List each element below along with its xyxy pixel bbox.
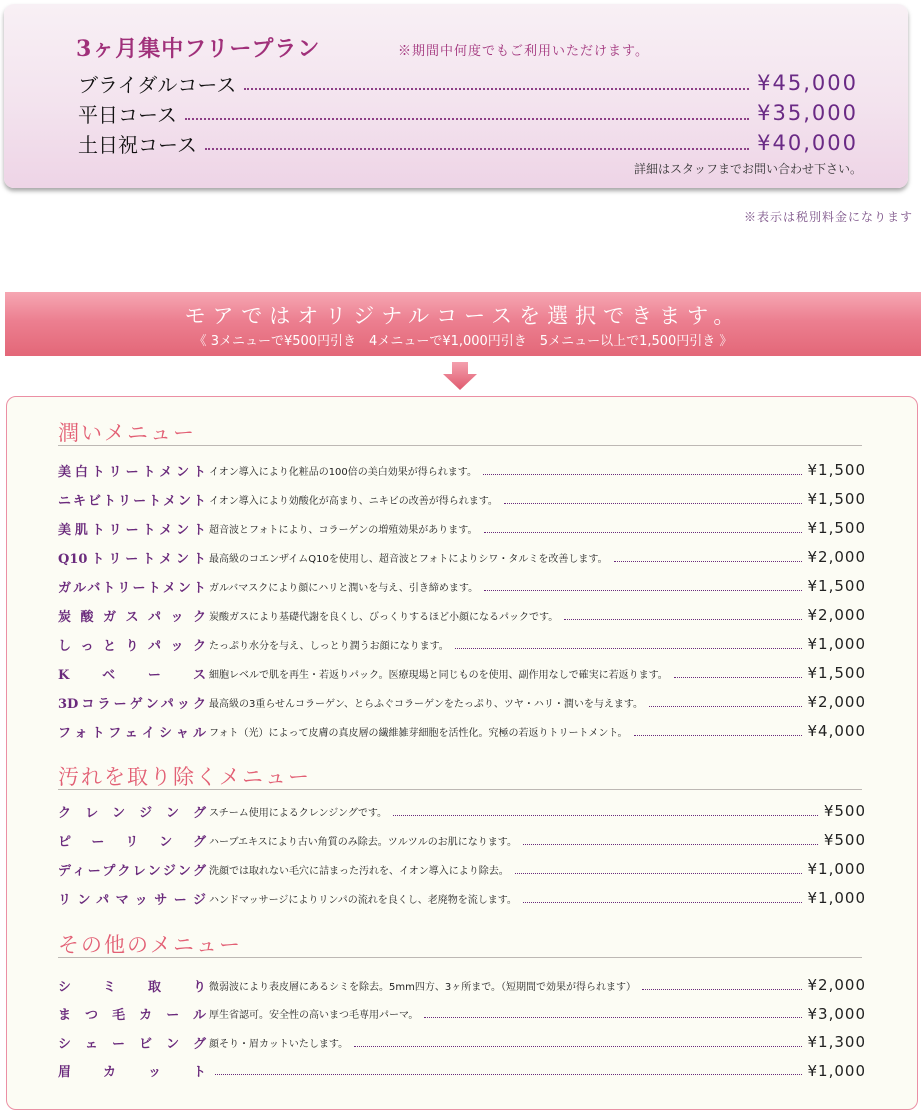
leader-dots xyxy=(424,1017,801,1018)
menu-item-price: ¥2,000 xyxy=(807,693,866,711)
leader-dots xyxy=(484,532,802,533)
section-divider xyxy=(58,789,862,790)
menu-item-description: イオン導入により効酸化が高まり、ニキビの改善が得られます。 xyxy=(209,495,498,507)
menu-item-price: ¥1,300 xyxy=(807,1033,866,1051)
menu-item-name: ガルバトリートメント xyxy=(58,580,206,596)
plan-course-row xyxy=(78,98,858,128)
menu-item-name: ピーリング xyxy=(58,834,206,850)
menu-item-price: ¥1,500 xyxy=(807,461,866,479)
plan-course-name: 土日祝コース xyxy=(78,132,197,157)
menu-item-name: 美白トリートメント xyxy=(58,464,206,480)
menu-item-price: ¥3,000 xyxy=(807,1004,866,1023)
menu-item-price: ¥1,000 xyxy=(807,860,866,878)
menu-item-price: ¥4,000 xyxy=(807,722,866,740)
menu-item-row xyxy=(58,575,866,597)
menu-item-price: ¥500 xyxy=(823,831,866,849)
menu-item-row xyxy=(58,858,866,880)
menu-item-name: Q10トリートメント xyxy=(58,551,206,567)
plan-course-row xyxy=(78,68,858,98)
menu-item-description: フォト（光）によって皮膚の真皮層の繊維雑芽細胞を活性化。究極の若返りトリートメント。 xyxy=(209,727,628,739)
menu-item-price: ¥1,500 xyxy=(807,519,866,537)
menu-item-description: 炭酸ガスにより基礎代謝を良くし、びっくりするほど小顔になるパックです。 xyxy=(209,611,559,623)
menu-item-row xyxy=(58,604,866,626)
plan-course-name: ブライダルコース xyxy=(78,72,237,97)
tax-note: ※表示は税別料金になります xyxy=(743,210,913,224)
menu-item-name: リンパマッサージ xyxy=(58,892,206,908)
menu-item-description: たっぷり水分を与え、しっとり潤うお顔になります。 xyxy=(209,640,449,652)
leader-dots xyxy=(649,706,801,707)
menu-item-row xyxy=(58,974,866,996)
leader-dots xyxy=(674,677,802,678)
leader-dots xyxy=(483,474,802,475)
menu-item-description: 細胞レベルで肌を再生・若返りパック。医療現場と同じものを使用、副作用なしで確実に若返ります。 xyxy=(209,669,668,681)
plan-course-name: 平日コース xyxy=(78,102,177,127)
menu-item-row xyxy=(58,633,866,655)
menu-item-description: ガルバマスクにより顔にハリと潤いを与え、引き締めます。 xyxy=(209,582,479,594)
menu-item-price: ¥1,000 xyxy=(807,635,866,653)
menu-item-row xyxy=(58,546,866,568)
menu-item-row xyxy=(58,800,866,822)
menu-item-description: 微弱波により表皮層にあるシミを除去。5mm四方、3ヶ所まで。（短期間で効果が得られます） xyxy=(209,981,637,993)
leader-dots xyxy=(515,873,802,874)
plan-note: ※期間中何度でもご利用いただけます。 xyxy=(398,44,649,59)
menu-item-row xyxy=(58,459,866,481)
menu-item-description: ハンドマッサージによりリンパの流れを良くし、老廃物を流します。 xyxy=(209,894,517,906)
leader-dots xyxy=(504,503,802,504)
menu-item-description: 厚生省認可。安全性の高いまつ毛専用パーマ。 xyxy=(209,1010,419,1021)
menu-item-row xyxy=(58,488,866,510)
menu-item-description: イオン導入により化粧品の100倍の美白効果が得られます。 xyxy=(209,466,477,478)
section-title-moisture: 潤いメニュー xyxy=(58,421,196,445)
plan-course-price: ¥40,000 xyxy=(757,131,858,155)
menu-item-price: ¥2,000 xyxy=(807,976,866,994)
menu-item-row xyxy=(58,720,866,742)
menu-item-name: シミ取り xyxy=(58,979,206,995)
menu-item-description: ハーブエキスにより古い角質のみ除去。ツルツルのお肌になります。 xyxy=(209,836,517,848)
menu-item-name: 炭酸ガスパック xyxy=(58,609,206,625)
menu-item-description: 最高級のコエンザイムQ10を使用し、超音波とフォトによりシワ・タルミを改善します。 xyxy=(209,553,608,565)
menu-item-description: 超音波とフォトにより、コラーゲンの増殖効果があります。 xyxy=(209,524,478,536)
menu-item-name: クレンジング xyxy=(58,805,206,821)
leader-dots xyxy=(205,148,749,150)
leader-dots xyxy=(642,989,801,990)
plan-course-price: ¥35,000 xyxy=(757,101,858,125)
leader-dots xyxy=(523,902,802,903)
menu-item-price: ¥1,500 xyxy=(807,664,866,682)
menu-item-row xyxy=(58,829,866,851)
menu-item-name: ニキビトリートメント xyxy=(58,493,206,509)
menu-item-name: 3Dコラーゲンパック xyxy=(58,696,206,712)
menu-item-row xyxy=(58,1060,866,1082)
menu-item-description: 顔そり・眉カットいたします。 xyxy=(209,1038,349,1050)
banner-subtitle: 《 3メニューで¥500円引き 4メニューで¥1,000円引き 5メニュー以上で1,500円引き 》 xyxy=(193,334,733,349)
leader-dots xyxy=(523,844,818,845)
menu-item-description: スチーム使用によるクレンジングです。 xyxy=(209,807,388,819)
plan-course-row xyxy=(78,128,858,158)
leader-dots xyxy=(614,561,802,562)
section-title-other: その他のメニュー xyxy=(58,933,242,957)
leader-dots xyxy=(484,590,801,591)
leader-dots xyxy=(244,88,749,90)
down-arrow-icon xyxy=(443,362,477,390)
section-divider xyxy=(58,445,862,446)
menu-item-row xyxy=(58,1003,866,1025)
menu-item-row xyxy=(58,1031,866,1053)
leader-dots xyxy=(634,735,802,736)
menu-item-name: まつ毛カール xyxy=(58,1008,206,1023)
leader-dots xyxy=(215,1074,802,1075)
leader-dots xyxy=(393,815,818,816)
leader-dots xyxy=(564,619,801,620)
menu-item-price: ¥1,500 xyxy=(807,577,866,595)
menu-item-description: 最高級の3重らせんコラーゲン、とらふぐコラーゲンをたっぷり、ツヤ・ハリ・潤いを与えます。 xyxy=(209,698,644,710)
menu-item-price: ¥1,000 xyxy=(807,1061,866,1080)
section-divider xyxy=(58,957,862,958)
menu-item-price: ¥1,500 xyxy=(807,490,866,508)
menu-item-name: Kベース xyxy=(58,667,206,683)
leader-dots xyxy=(185,118,749,120)
plan-course-price: ¥45,000 xyxy=(757,71,858,95)
menu-item-name: ディープクレンジング xyxy=(58,863,206,879)
menu-item-row xyxy=(58,662,866,684)
plan-detail-note: 詳細はスタッフまでお問い合わせ下さい。 xyxy=(633,162,862,176)
original-course-banner xyxy=(5,292,921,356)
menu-item-name: フォトフェイシャル xyxy=(58,725,206,741)
leader-dots xyxy=(455,648,802,649)
menu-item-name: 眉カット xyxy=(58,1065,206,1080)
menu-item-price: ¥1,000 xyxy=(807,889,866,907)
menu-item-description: 洗顔では取れない毛穴に詰まった汚れを、イオン導入により除去。 xyxy=(209,865,509,877)
section-title-cleansing: 汚れを取り除くメニュー xyxy=(58,765,311,789)
menu-item-name: シェービング xyxy=(58,1036,206,1052)
leader-dots xyxy=(354,1046,801,1047)
plan-title: 3ヶ月集中フリープラン xyxy=(76,36,321,62)
menu-item-price: ¥2,000 xyxy=(807,606,866,624)
free-plan-box xyxy=(4,4,908,188)
menu-item-price: ¥2,000 xyxy=(807,548,866,566)
menu-item-name: しっとりパック xyxy=(58,638,206,654)
menu-item-name: 美肌トリートメント xyxy=(58,522,206,538)
menu-item-price: ¥500 xyxy=(823,802,866,820)
banner-title: モアではオリジナルコースを選択できます。 xyxy=(184,304,742,328)
menu-item-row xyxy=(58,517,866,539)
menu-item-row xyxy=(58,887,866,909)
menu-item-row xyxy=(58,691,866,713)
